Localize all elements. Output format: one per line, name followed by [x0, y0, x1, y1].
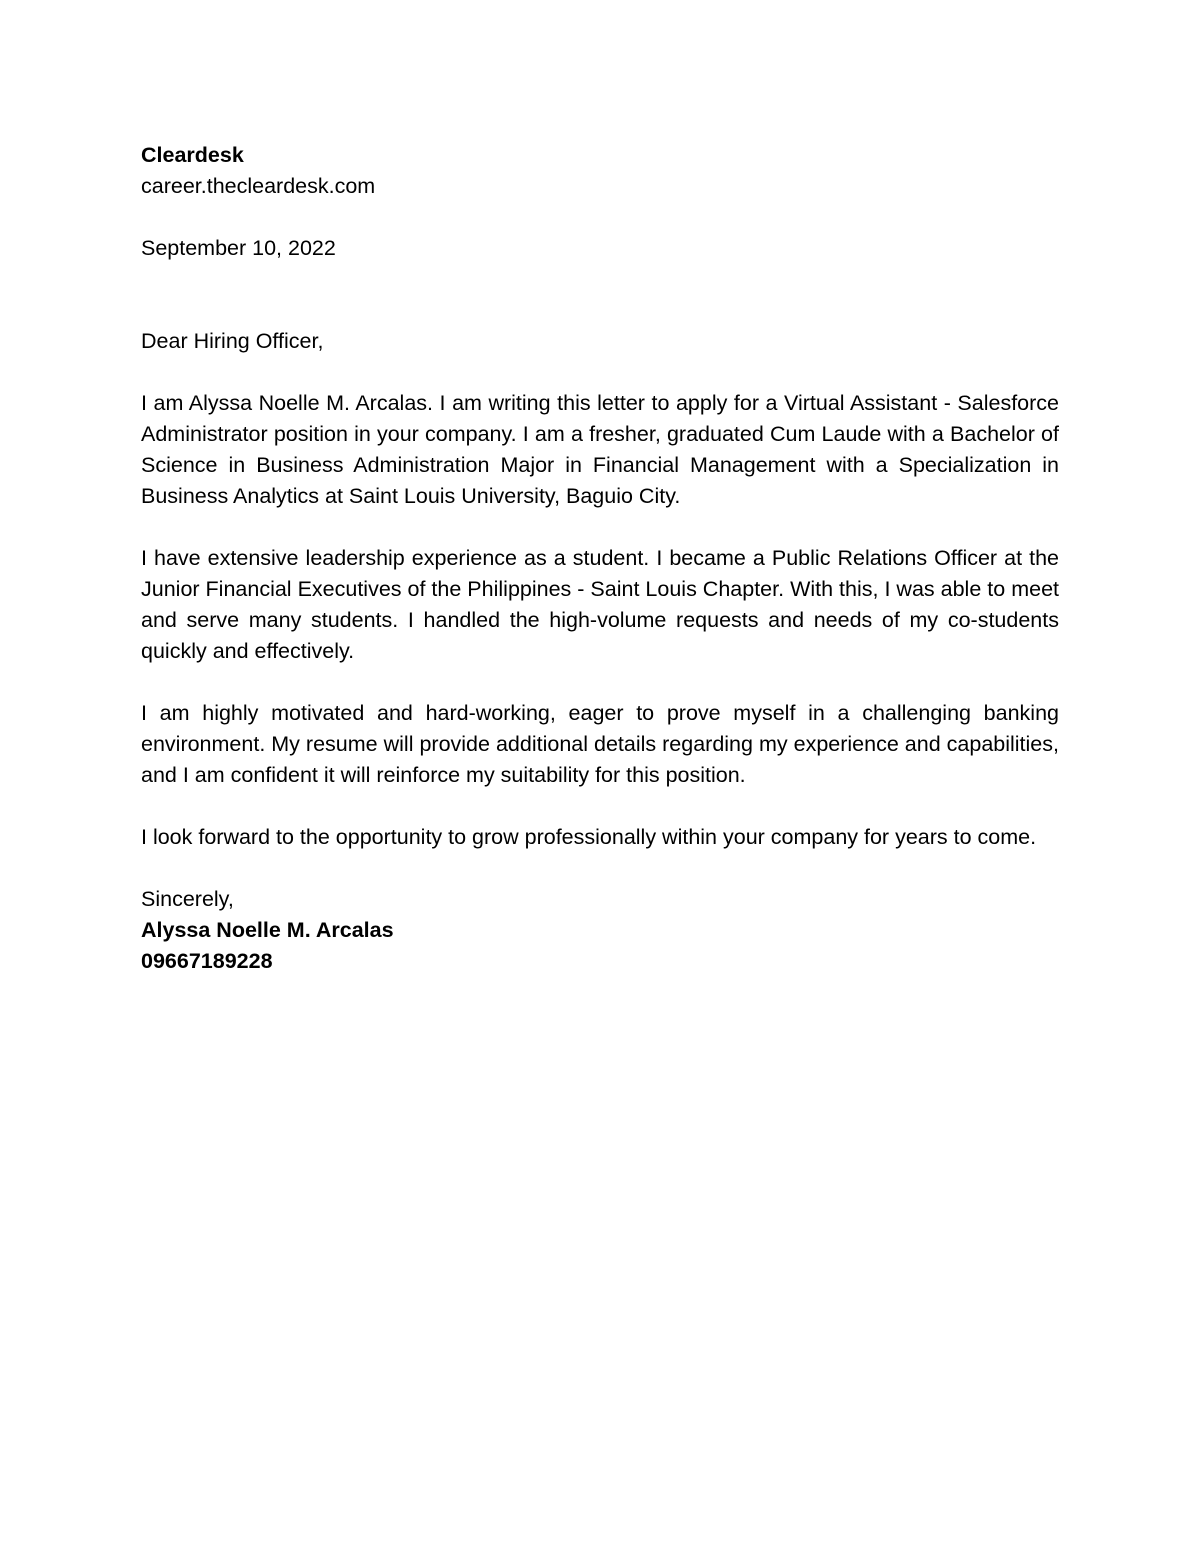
paragraph-closing: I look forward to the opportunity to grow professionally within your company for years to come. — [141, 825, 1037, 849]
paragraph-experience: I have extensive leadership experience as a student. I became a Public Relations Officer at the Junior Financial Executives of the Philippines - Saint Louis Chapter. With this, I was able to meet and serve many students. I handled the high-volume requests and needs of my co-students quickly and effectively. — [141, 546, 1059, 663]
letter-date: September 10, 2022 — [141, 236, 336, 260]
company-name: Cleardesk — [141, 143, 244, 167]
signer-name: Alyssa Noelle M. Arcalas — [141, 918, 394, 942]
valediction: Sincerely, — [141, 887, 234, 911]
signature-block — [141, 884, 1059, 977]
company-website: career.thecleardesk.com — [141, 174, 376, 198]
paragraph-motivation: I am highly motivated and hard-working, eager to prove myself in a challenging banking environment. My resume will provide additional details regarding my experience and capabilities, and I am confident it will reinforce my suitability for this position. — [141, 701, 1059, 787]
cover-letter — [141, 140, 1059, 977]
sender-block — [141, 140, 1059, 202]
greeting: Dear Hiring Officer, — [141, 329, 324, 353]
signer-phone: 09667189228 — [141, 949, 273, 973]
paragraph-intro: I am Alyssa Noelle M. Arcalas. I am writing this letter to apply for a Virtual Assistant - Salesforce Administrator position in your company. I am a fresher, graduated Cum Laude with a Bachelor of Science in Business Administration Major in Financial Management with a Specialization in Business Analytics at Saint Louis University, Baguio City. — [141, 391, 1059, 508]
